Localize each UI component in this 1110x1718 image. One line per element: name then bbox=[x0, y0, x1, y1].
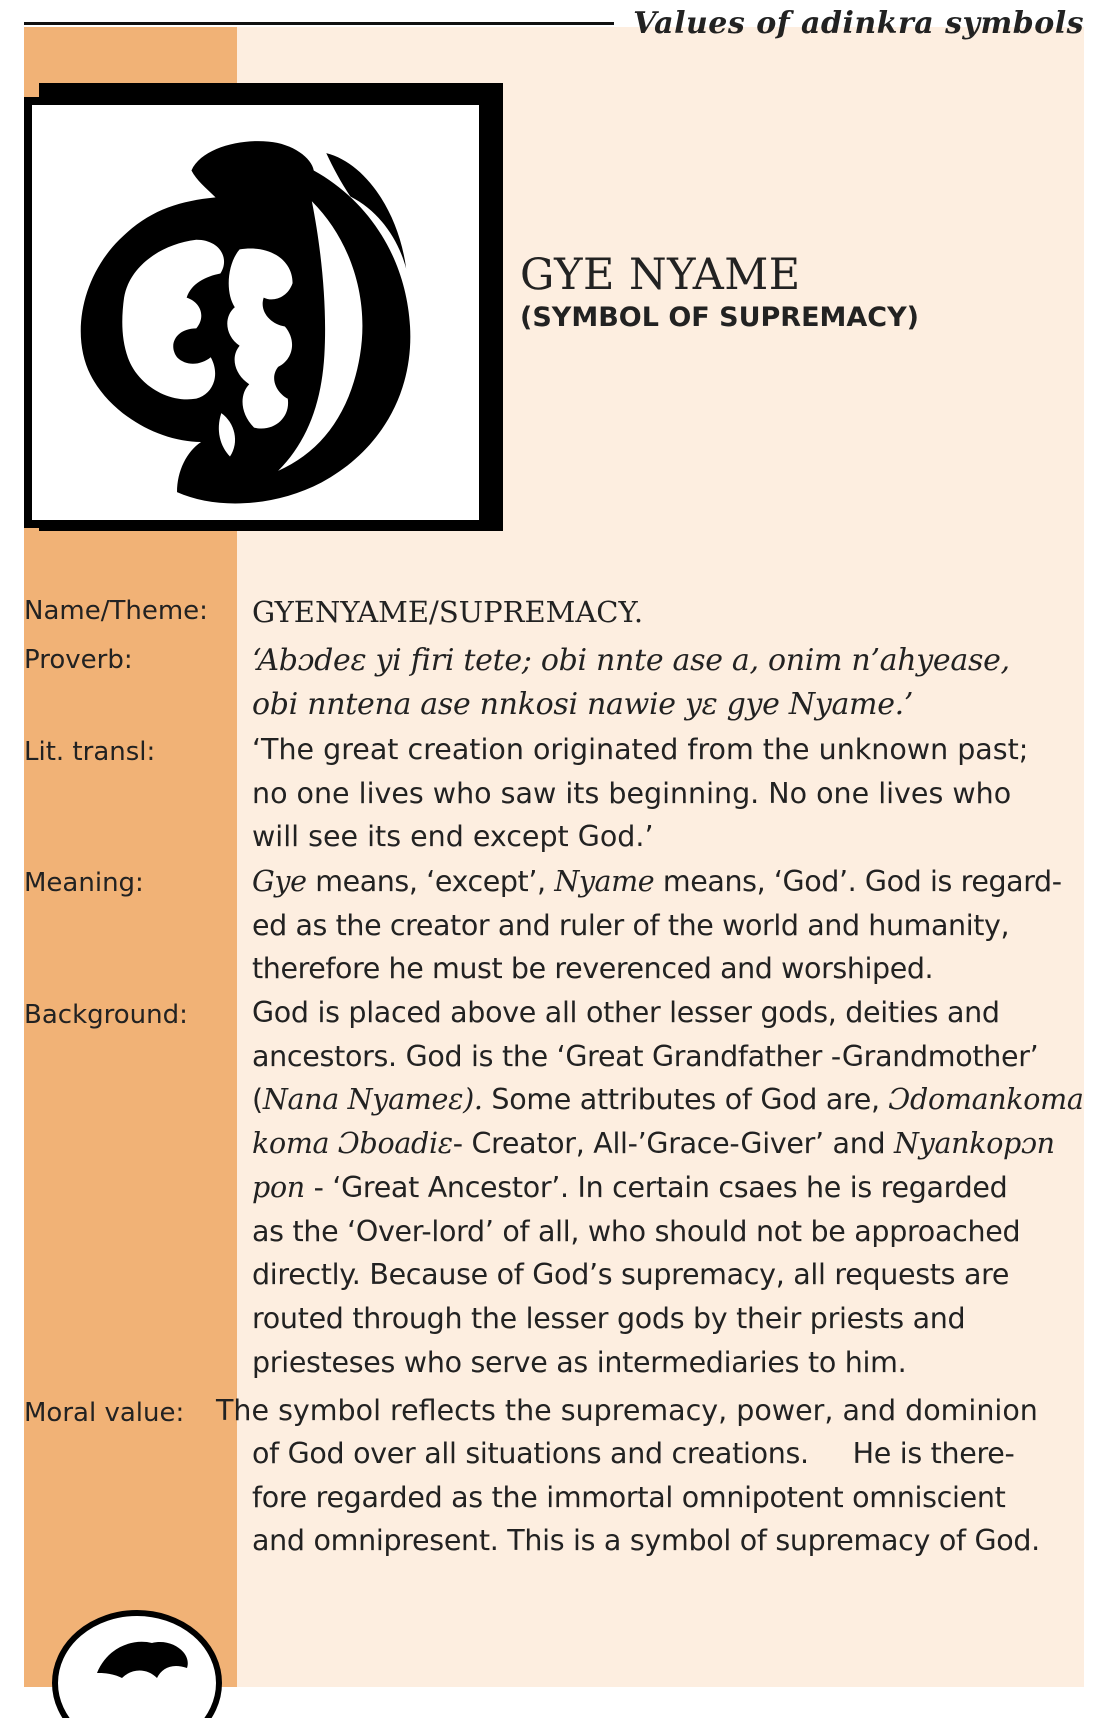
text-line bbox=[252, 1122, 1080, 1166]
text-line: God is placed above all other lesser gods, deities and bbox=[252, 996, 1000, 1029]
gye-nyame-symbol-icon bbox=[32, 105, 479, 520]
italic-term: Gye bbox=[252, 865, 307, 898]
symbol-title: GYE NYAME bbox=[520, 250, 801, 300]
text-line bbox=[252, 1078, 1084, 1122]
text-line: ed as the creator and ruler of the world and humanity, bbox=[252, 908, 1010, 942]
text-line: no one lives who saw its beginning. No one lives who bbox=[252, 776, 1012, 810]
italic-term: Nana Nyameɛ). bbox=[262, 1083, 483, 1117]
text-line: ancestors. God is the ‘Great Grandfather -Grandmother’ bbox=[252, 1039, 1039, 1073]
text-line: as the ‘Over-lord’ of all, who should not be approached bbox=[252, 1214, 1021, 1248]
text-line bbox=[252, 860, 1080, 904]
text-segment: Some attributes of God are, bbox=[482, 1083, 889, 1117]
proverb-line: obi nntena ase nnkosi nawie yɛ gye Nyame.’ bbox=[252, 686, 914, 722]
header-rule bbox=[24, 22, 614, 25]
text-segment: - ‘Great Ancestor’. In certain csaes he is regarded bbox=[304, 1170, 1008, 1204]
label-meaning: Meaning: bbox=[24, 868, 144, 898]
italic-term: koma Ɔboadiɛ bbox=[252, 1127, 453, 1161]
proverb-text bbox=[252, 639, 1080, 726]
adinkra-symbol-partial-icon bbox=[52, 1608, 222, 1718]
label-moral-value: Moral value: bbox=[24, 1398, 185, 1428]
lit-transl-text bbox=[252, 728, 1080, 859]
text-line: priesteses who serve as intermediaries to him. bbox=[252, 1345, 907, 1379]
label-name-theme: Name/Theme: bbox=[24, 596, 208, 626]
symbol-frame bbox=[24, 97, 487, 528]
text-line: and omnipresent. This is a symbol of supremacy of God. bbox=[252, 1524, 1040, 1558]
text-line: of God over all situations and creations. He is there- bbox=[252, 1437, 1015, 1470]
text-segment: means, ‘except’, bbox=[306, 865, 555, 898]
text-line: ‘The great creation originated from the unknown past; bbox=[252, 733, 1029, 766]
text-line: therefore he must be reverenced and worshiped. bbox=[252, 952, 934, 986]
name-theme-value: GYENYAME/SUPREMACY. bbox=[252, 595, 644, 629]
text-line bbox=[252, 1166, 1080, 1210]
symbol-subtitle: (SYMBOL OF SUPREMACY) bbox=[520, 302, 920, 333]
moral-value-text-cont bbox=[252, 1432, 1080, 1563]
text-segment: - Creator, All-’Grace-Giver’ and bbox=[452, 1127, 895, 1161]
text-line: routed through the lesser gods by their priests and bbox=[252, 1301, 966, 1335]
text-segment: ( bbox=[252, 1083, 263, 1117]
label-lit-transl: Lit. transl: bbox=[24, 737, 156, 767]
text-line: will see its end except God.’ bbox=[252, 820, 654, 854]
italic-term: Nyame bbox=[554, 865, 655, 898]
text-line: The symbol reflects the supremacy, power, and dominion bbox=[216, 1394, 1038, 1427]
text-line: fore regarded as the immortal omnipotent omniscient bbox=[252, 1480, 1006, 1514]
meaning-text bbox=[252, 860, 1080, 991]
italic-term: pon bbox=[252, 1170, 305, 1204]
label-proverb: Proverb: bbox=[24, 645, 133, 675]
italic-term: Ɔdomankoma bbox=[888, 1083, 1084, 1117]
text-line: directly. Because of God’s supremacy, all requests are bbox=[252, 1258, 1010, 1292]
text-segment: means, ‘God’. God is regard- bbox=[654, 865, 1062, 898]
proverb-line: ‘Abɔdeɛ yi firi tete; obi nnte ase a, onim n’ahyease, bbox=[252, 643, 1010, 678]
italic-term: Nyankopɔn bbox=[894, 1127, 1055, 1161]
label-background: Background: bbox=[24, 1000, 188, 1030]
background-text bbox=[252, 991, 1084, 1384]
moral-value-text bbox=[216, 1389, 1080, 1433]
running-header: Values of adinkra symbols bbox=[633, 6, 1084, 41]
